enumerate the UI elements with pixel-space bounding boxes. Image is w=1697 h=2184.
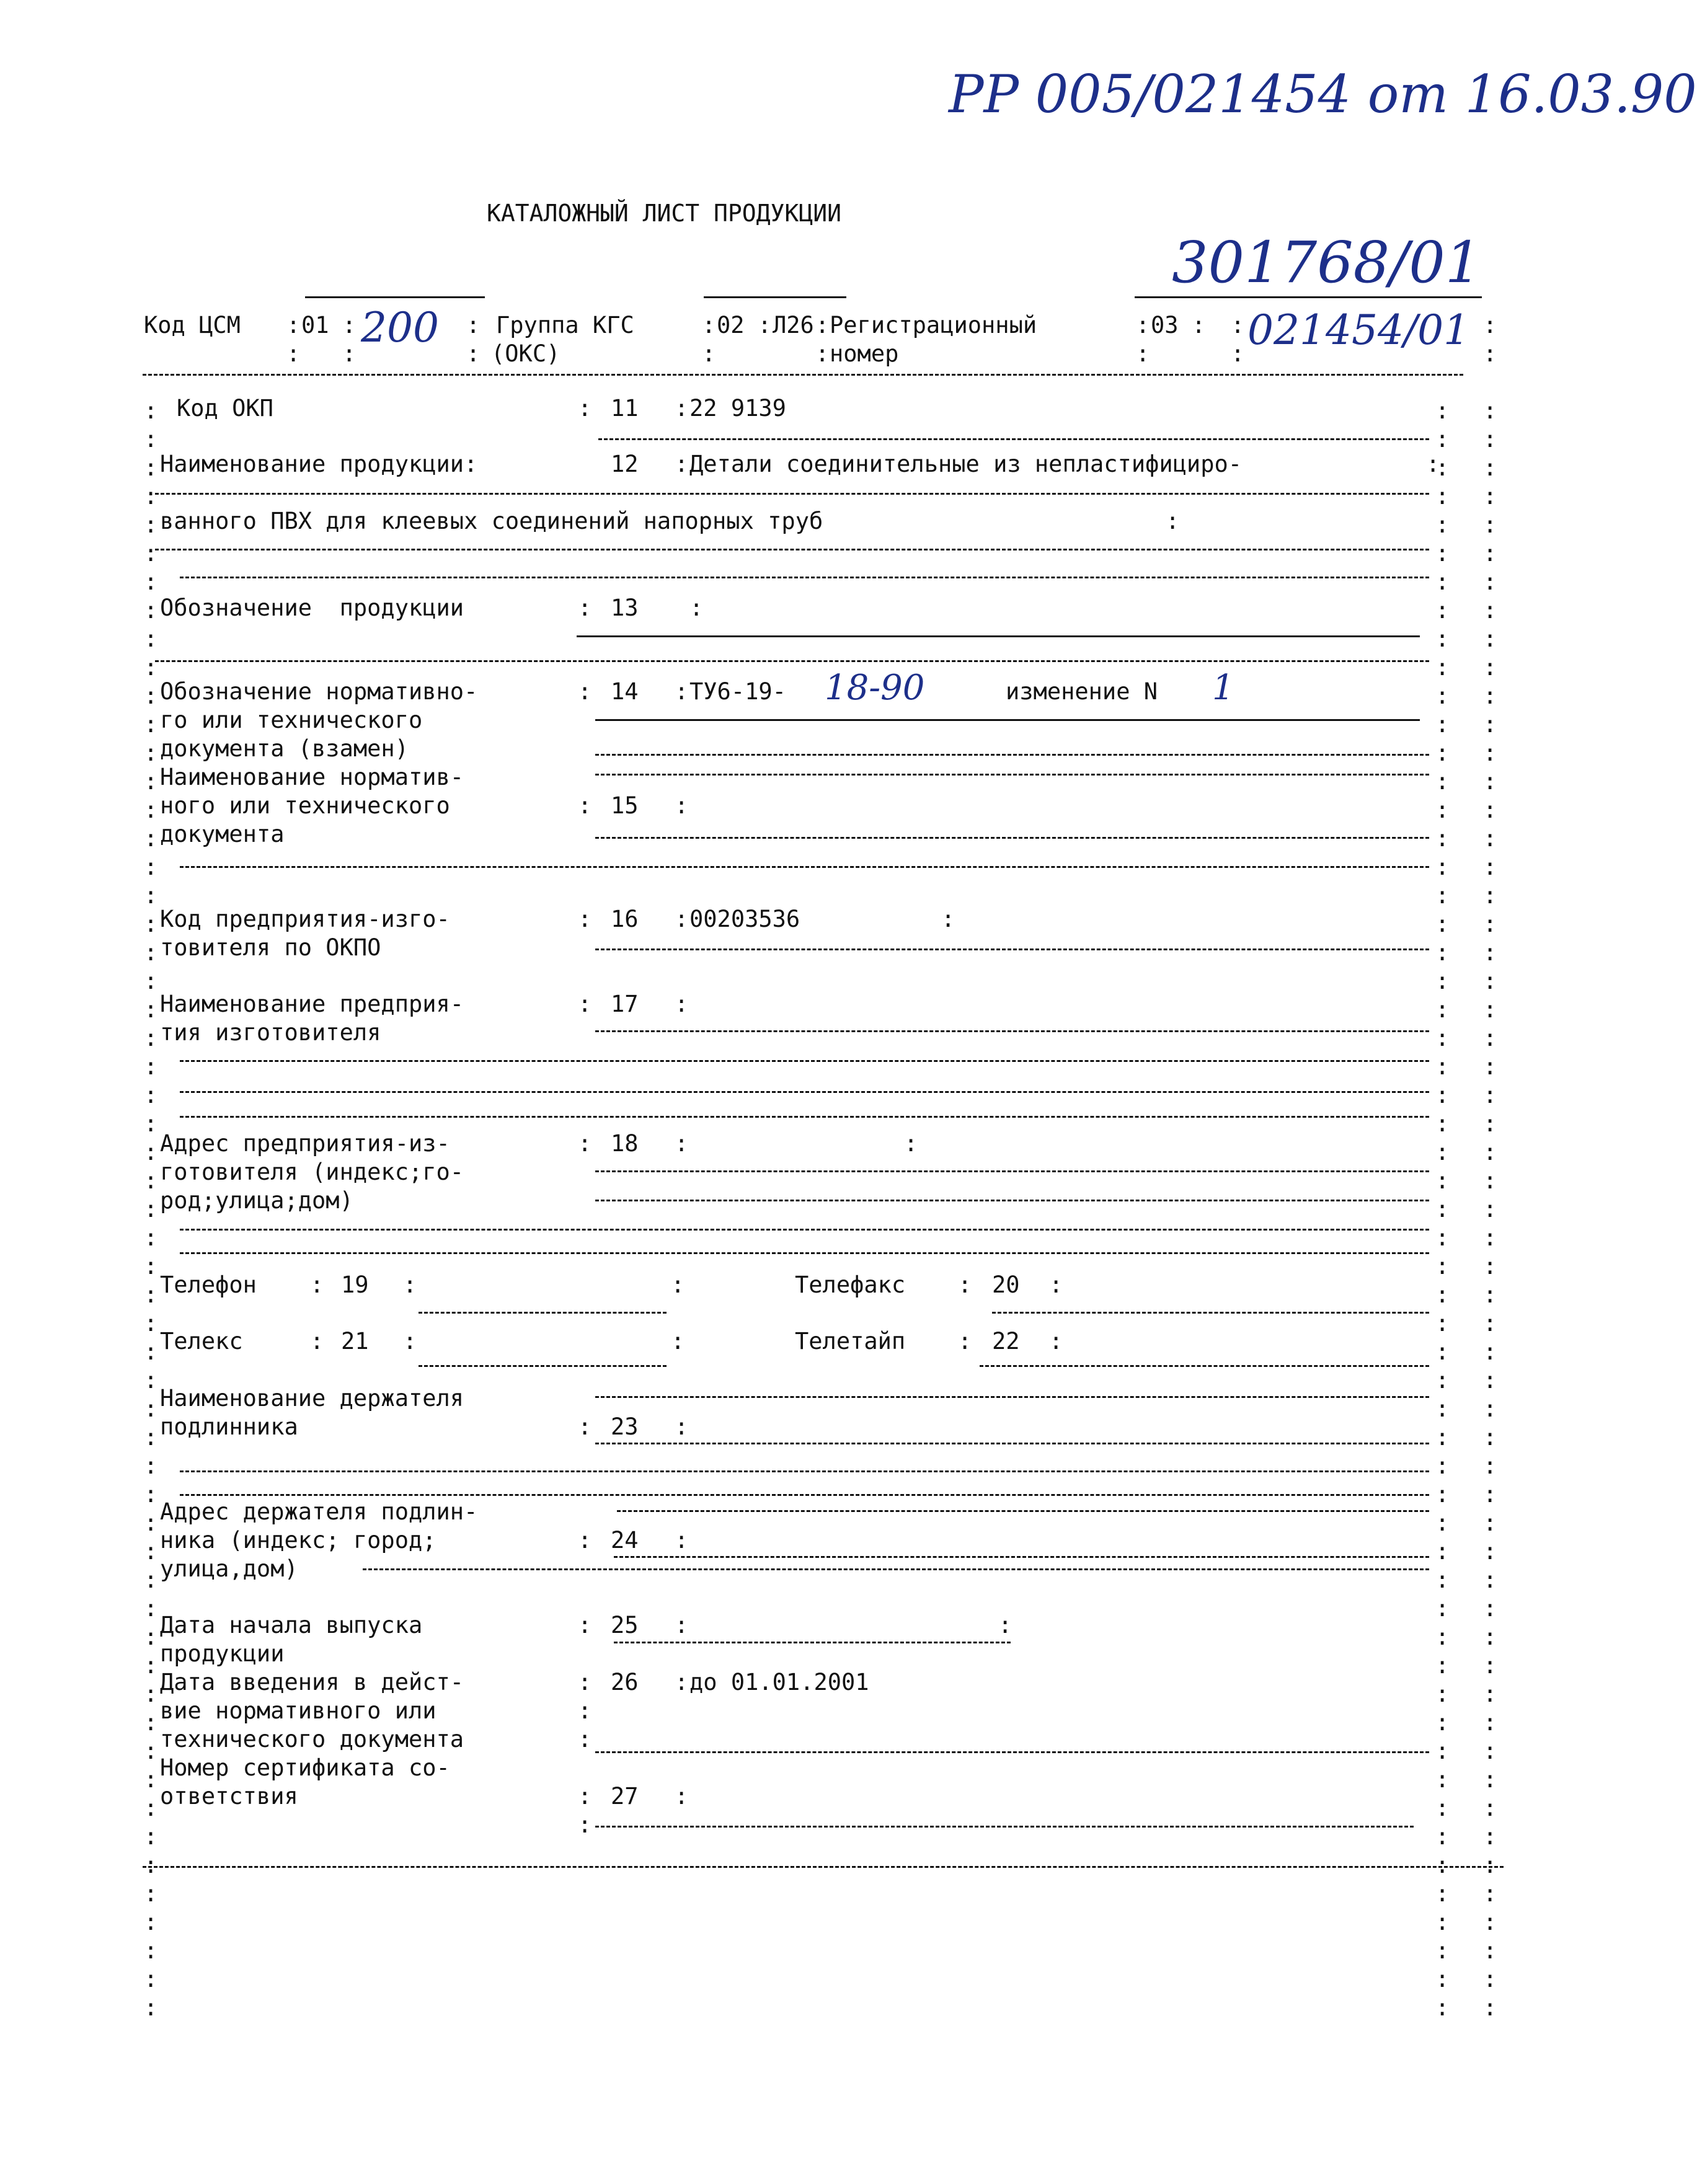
field-separator: :: [675, 1783, 689, 1810]
field-separator: :: [904, 1130, 918, 1157]
f14-label-2: го или технического: [160, 707, 423, 733]
field-separator: :: [702, 340, 716, 367]
row-divider: [595, 1170, 1429, 1172]
right-border-outer: : : : : : : : : : : : : : : : : : : : : : : : : : : : : : : : : : : : : : : : : : : : : : : : : : : : : : : : : :: [1483, 397, 1497, 2021]
row-divider: [595, 837, 1429, 839]
f23-number: 23: [611, 1413, 639, 1440]
field-separator: :: [1136, 340, 1150, 367]
field-separator: :: [1231, 312, 1245, 338]
f25-number: 25: [611, 1612, 639, 1638]
reg-code: 03: [1151, 312, 1179, 338]
field-separator: :: [815, 340, 830, 367]
handwritten-registration-note: РР 005/021454 от 16.03.90: [949, 64, 1697, 125]
field-separator: :: [675, 1612, 689, 1638]
row-divider: [143, 374, 1463, 376]
field-separator: :: [578, 1726, 592, 1753]
field-separator: :: [675, 1130, 689, 1157]
field-separator: :: [1192, 312, 1206, 338]
header-underline: [305, 296, 485, 298]
field-separator: :: [286, 340, 301, 367]
f27-number: 27: [611, 1783, 639, 1810]
row-divider: [617, 1510, 1429, 1512]
row-divider: [155, 493, 1429, 495]
row-divider: [614, 1556, 1429, 1558]
f11-label: Код ОКП: [177, 395, 273, 422]
tsm-value: 200: [361, 304, 439, 351]
field-separator: :: [578, 395, 592, 422]
field-separator: :: [675, 678, 689, 705]
f18-label-1: Адрес предприятия-из-: [160, 1130, 450, 1157]
f15-label-3: документа: [160, 821, 285, 847]
row-divider: [155, 660, 1429, 662]
f24-label-1: Адрес держателя подлин-: [160, 1498, 478, 1525]
f14-value-handwritten: 18-90: [825, 668, 925, 708]
field-separator: :: [578, 1783, 592, 1810]
field-separator: :: [310, 1271, 324, 1298]
f14-label-1: Обозначение нормативно-: [160, 678, 478, 705]
kgs-value: Л26: [773, 312, 814, 338]
f11-number: 11: [611, 395, 639, 422]
field-separator: :: [578, 1697, 592, 1724]
tsm-code: 01: [301, 312, 329, 338]
f27-label-1: Номер сертификата со-: [160, 1754, 450, 1781]
f12-value-line1: Детали соединительные из непластифициро-: [689, 451, 1243, 477]
f26-label-1: Дата введения в дейст-: [160, 1669, 464, 1695]
field-separator: :: [342, 312, 357, 338]
field-separator: :: [675, 1413, 689, 1440]
f16-number: 16: [611, 906, 639, 932]
f27-label-2: ответствия: [160, 1783, 298, 1810]
f25-label-1: Дата начала выпуска: [160, 1612, 423, 1638]
field-separator: :: [403, 1328, 417, 1355]
field-separator: :: [578, 991, 592, 1017]
f13-value-line: [577, 635, 1420, 637]
f19-label: Телефон: [160, 1271, 257, 1298]
field-separator: :: [1483, 312, 1497, 338]
field-separator: :: [671, 1328, 685, 1355]
field-separator: :: [675, 906, 689, 932]
field-separator: :: [1483, 340, 1497, 367]
row-divider: [180, 1091, 1429, 1093]
f26-number: 26: [611, 1669, 639, 1695]
f22-number: 22: [992, 1328, 1020, 1355]
f17-number: 17: [611, 991, 639, 1017]
field-separator: :: [578, 1527, 592, 1554]
f12-label: Наименование продукции:: [160, 451, 478, 477]
field-separator: :: [1049, 1328, 1063, 1355]
f14-value-suffix: изменение N: [1006, 678, 1158, 705]
field-separator: :: [941, 906, 955, 932]
handwritten-reg-number: 301768/01: [1172, 229, 1482, 296]
field-separator: :: [958, 1271, 972, 1298]
field-separator: :: [310, 1328, 324, 1355]
field-separator: :: [689, 595, 704, 621]
field-separator: :: [758, 312, 772, 338]
row-divider: [155, 549, 1429, 550]
f14-number: 14: [611, 678, 639, 705]
reg-label: Регистрационный: [830, 312, 1037, 338]
row-divider: [595, 1396, 1429, 1398]
kgs-code: 02: [717, 312, 745, 338]
row-divider: [180, 1116, 1429, 1118]
row-divider: [363, 1568, 1429, 1570]
field-separator: :: [675, 991, 689, 1017]
f20-value-line: [992, 1312, 1429, 1314]
f22-label: Телетайп: [795, 1328, 906, 1355]
field-separator: :: [1136, 312, 1150, 338]
field-separator: :: [578, 1612, 592, 1638]
f19-value-line: [419, 1312, 667, 1314]
f19-number: 19: [341, 1271, 369, 1298]
field-separator: :: [675, 1527, 689, 1554]
bottom-border: [143, 1866, 1504, 1868]
f18-label-2: готовителя (индекс;го-: [160, 1159, 464, 1185]
field-separator: :: [466, 312, 481, 338]
tsm-label: Код ЦСМ: [144, 312, 241, 338]
f12-number: 12: [611, 451, 639, 477]
f26-label-3: технического документа: [160, 1726, 464, 1753]
field-separator: :: [578, 906, 592, 932]
f26-label-2: вие нормативного или: [160, 1697, 436, 1724]
row-divider: [180, 1060, 1429, 1062]
f25-label-2: продукции: [160, 1640, 285, 1667]
field-separator: :: [1231, 340, 1245, 367]
field-separator: :: [578, 595, 592, 621]
row-divider: [180, 866, 1429, 868]
field-separator: :: [403, 1271, 417, 1298]
row-divider: [595, 774, 1429, 776]
row-divider: [180, 577, 1429, 578]
f24-label-2: ника (индекс; город;: [160, 1527, 436, 1554]
row-divider: [180, 1494, 1429, 1496]
header-underline: [1135, 296, 1482, 298]
right-border-inner: : : : : : : : : : : : : : : : : : : : : : : : : : : : : : : : : : : : : : : : : : : : : : : : : : : : : : : : : :: [1435, 397, 1450, 2021]
reg-label-2: номер: [830, 340, 899, 367]
field-separator: :: [286, 312, 301, 338]
field-separator: :: [675, 451, 689, 477]
f27-value-line: [595, 1826, 1414, 1828]
f18-label-3: род;улица;дом): [160, 1187, 353, 1214]
row-divider: [180, 1229, 1429, 1231]
f20-number: 20: [992, 1271, 1020, 1298]
f14-value-line: [595, 719, 1420, 721]
field-separator: :: [1049, 1271, 1063, 1298]
f21-label: Телекс: [160, 1328, 243, 1355]
f23-label-1: Наименование держателя: [160, 1385, 464, 1412]
okc-label: (ОКС): [491, 340, 560, 367]
left-border: : : : : : : : : : : : : : : : : : : : : : : : : : : : : : : : : : : : : : : : : : : : : : : : : : : : : : : : : :: [144, 397, 158, 2021]
f14-label-3: документа (взамен): [160, 735, 409, 762]
f22-value-line: [980, 1365, 1429, 1367]
field-separator: :: [702, 312, 716, 338]
field-separator: :: [815, 312, 830, 338]
header-underline: [704, 296, 846, 298]
f16-label-2: товителя по ОКПО: [160, 934, 381, 961]
f14-value-prefix: ТУ6-19-: [689, 678, 786, 705]
row-divider: [595, 1030, 1429, 1032]
row-divider: [595, 1200, 1429, 1201]
field-separator: :: [578, 678, 592, 705]
field-separator: :: [578, 1669, 592, 1695]
field-separator: :: [1426, 451, 1440, 477]
row-divider: [180, 1470, 1429, 1472]
field-separator: :: [578, 1130, 592, 1157]
row-divider: [595, 1751, 1429, 1753]
field-separator: :: [675, 395, 689, 422]
field-separator: :: [675, 1669, 689, 1695]
row-divider: [595, 948, 1429, 950]
field-separator: :: [342, 340, 357, 367]
f15-label-1: Наименование норматив-: [160, 764, 464, 790]
f21-value-line: [419, 1365, 667, 1367]
field-separator: :: [578, 1811, 592, 1838]
f13-label: Обозначение продукции: [160, 595, 464, 621]
f16-value: 00203536: [689, 906, 800, 932]
row-divider: [180, 1252, 1429, 1254]
f26-value: до 01.01.2001: [689, 1669, 869, 1695]
f21-number: 21: [341, 1328, 369, 1355]
page-title: КАТАЛОЖНЫЙ ЛИСТ ПРОДУКЦИИ: [487, 200, 841, 227]
field-separator: :: [578, 792, 592, 819]
f18-number: 18: [611, 1130, 639, 1157]
field-separator: :: [958, 1328, 972, 1355]
field-separator: :: [675, 792, 689, 819]
kgs-label: Группа КГС: [496, 312, 634, 338]
f24-label-3: улица,дом): [160, 1555, 298, 1582]
field-separator: :: [1166, 508, 1180, 534]
f14-change-number: 1: [1212, 668, 1234, 708]
f12-value-line2: ванного ПВХ для клеевых соединений напорных труб: [160, 508, 823, 534]
f24-number: 24: [611, 1527, 639, 1554]
f15-label-2: ного или технического: [160, 792, 450, 819]
row-divider: [595, 1443, 1429, 1444]
f25-value-line: [614, 1642, 1011, 1643]
f16-label-1: Код предприятия-изго-: [160, 906, 450, 932]
row-divider: [598, 438, 1429, 440]
f20-label: Телефакс: [795, 1271, 906, 1298]
f13-number: 13: [611, 595, 639, 621]
f11-value: 22 9139: [689, 395, 786, 422]
field-separator: :: [998, 1612, 1012, 1638]
reg-value: 021454/01: [1247, 306, 1470, 354]
f17-label-1: Наименование предприя-: [160, 991, 464, 1017]
f23-label-2: подлинника: [160, 1413, 298, 1440]
field-separator: :: [578, 1413, 592, 1440]
field-separator: :: [466, 340, 481, 367]
row-divider: [595, 754, 1429, 756]
f17-label-2: тия изготовителя: [160, 1019, 381, 1046]
f15-number: 15: [611, 792, 639, 819]
field-separator: :: [671, 1271, 685, 1298]
